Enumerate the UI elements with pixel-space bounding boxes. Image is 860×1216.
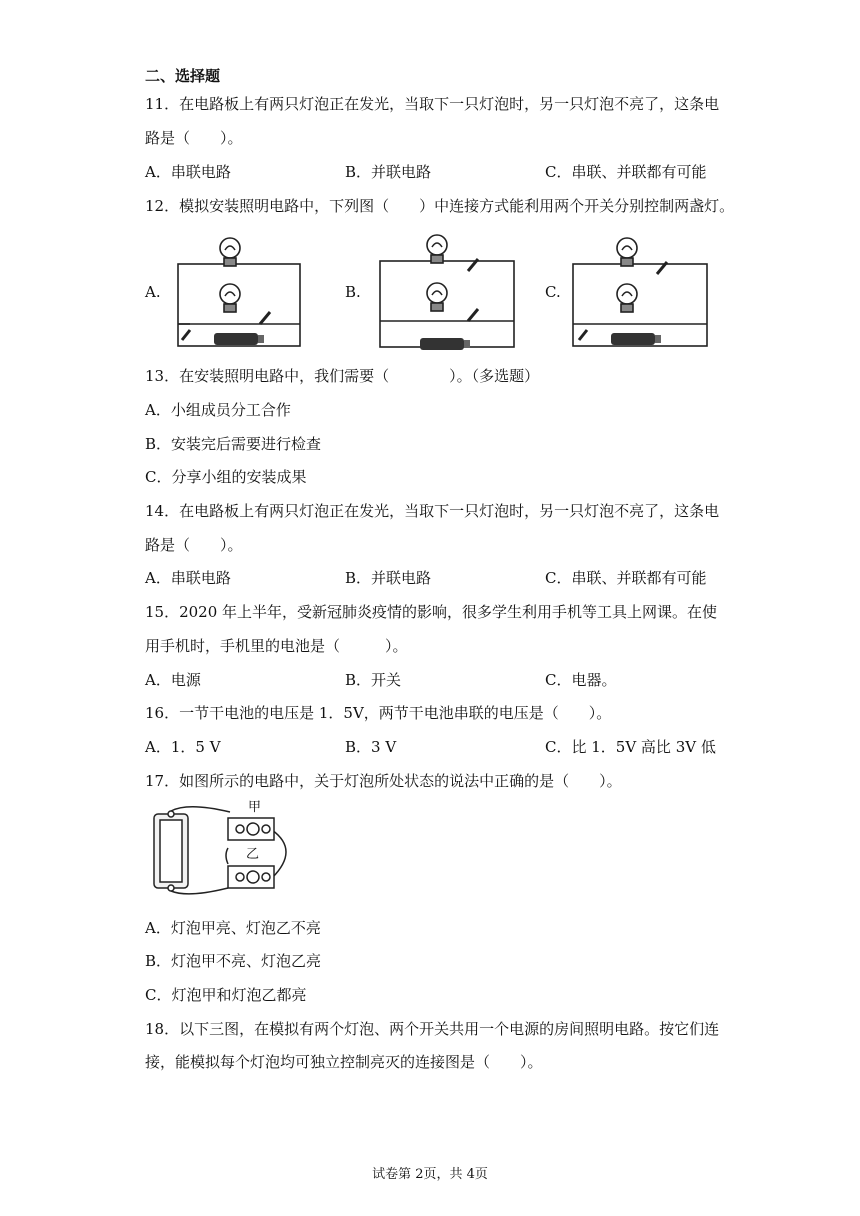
switch-icon (468, 309, 478, 321)
bulb-icon (427, 283, 447, 303)
question-17-option-c[interactable]: C．灯泡甲和灯泡乙都亮 (145, 986, 307, 1004)
bulb-icon (617, 238, 637, 258)
question-17-option-a[interactable]: A．灯泡甲亮、灯泡乙不亮 (145, 919, 321, 937)
question-14-line-1: 14．在电路板上有两只灯泡正在发光，当取下一只灯泡时，另一只灯泡不亮了，这条电 (145, 502, 720, 520)
question-11-option-b[interactable]: B．并联电路 (345, 163, 432, 181)
question-11-line-1: 11．在电路板上有两只灯泡正在发光，当取下一只灯泡时，另一只灯泡不亮了，这条电 (145, 95, 720, 113)
label-yi: 乙 (246, 847, 260, 862)
question-12-line-1: 12．模拟安装照明电路中，下列图（ ）中连接方式能利用两个开关分别控制两盏灯。 (145, 197, 735, 215)
section-title: 二、选择题 (145, 67, 221, 85)
question-15-line-1: 15．2020 年上半年，受新冠肺炎疫情的影响，很多学生利用手机等工具上网课。在使 (145, 603, 718, 621)
question-15-option-c[interactable]: C．电器。 (545, 671, 617, 689)
question-18-line-1: 18．以下三图，在模拟有两个灯泡、两个开关共用一个电源的房间照明电路。按它们连 (145, 1020, 720, 1038)
bulb-icon (220, 284, 240, 304)
lamp-holder-yi (228, 866, 274, 888)
circuit-label-a[interactable]: A. (145, 283, 161, 301)
question-13-option-c[interactable]: C．分享小组的安装成果 (145, 468, 307, 486)
circuit-diagram-c (565, 228, 715, 353)
question-14-option-b[interactable]: B．并联电路 (345, 569, 432, 587)
switch-icon (579, 330, 587, 340)
question-18-line-2: 接，能模拟每个灯泡均可独立控制亮灭的连接图是（ ）。 (145, 1053, 543, 1071)
question-16-line-1: 16．一节干电池的电压是 1．5V，两节干电池串联的电压是（ ）。 (145, 704, 612, 722)
question-16-option-b[interactable]: B．3 V (345, 738, 397, 756)
question-11-option-a[interactable]: A．串联电路 (145, 163, 231, 181)
question-17-option-b[interactable]: B．灯泡甲不亮、灯泡乙亮 (145, 952, 322, 970)
switch-icon (182, 330, 190, 340)
circuit-diagram-q17 (148, 800, 298, 900)
page-footer: 试卷第 2页，共 4页 (372, 1167, 488, 1182)
question-13-line-1: 13．在安装照明电路中，我们需要（ ）。（多选题） (145, 367, 540, 385)
battery-icon (420, 338, 464, 350)
battery-icon (214, 333, 258, 345)
bulb-icon (220, 238, 240, 258)
question-13-option-b[interactable]: B．安装完后需要进行检查 (145, 435, 322, 453)
circuit-label-b[interactable]: B. (345, 283, 361, 301)
question-11-line-2: 路是（ ）。 (145, 129, 243, 147)
circuit-label-c[interactable]: C. (545, 283, 561, 301)
question-16-option-a[interactable]: A．1．5 V (145, 738, 221, 756)
battery-icon (611, 333, 655, 345)
circuit-diagram-a (170, 228, 310, 353)
switch-icon (260, 312, 270, 324)
question-14-option-a[interactable]: A．串联电路 (145, 569, 231, 587)
question-14-option-c[interactable]: C．串联、并联都有可能 (545, 569, 707, 587)
question-15-line-2: 用手机时，手机里的电池是（ ）。 (145, 637, 408, 655)
question-15-option-a[interactable]: A．电源 (145, 671, 201, 689)
question-16-option-c[interactable]: C．比 1．5V 高比 3V 低 (545, 738, 716, 756)
question-11-option-c[interactable]: C．串联、并联都有可能 (545, 163, 707, 181)
bulb-icon (427, 235, 447, 255)
question-13-option-a[interactable]: A．小组成员分工合作 (145, 401, 291, 419)
circuit-diagram-b (372, 225, 522, 355)
lamp-holder-jia (228, 818, 274, 840)
question-14-line-2: 路是（ ）。 (145, 536, 243, 554)
label-jia: 甲 (248, 800, 262, 815)
question-17-line-1: 17．如图所示的电路中，关于灯泡所处状态的说法中正确的是（ ）。 (145, 772, 622, 790)
question-15-option-b[interactable]: B．开关 (345, 671, 402, 689)
bulb-icon (617, 284, 637, 304)
